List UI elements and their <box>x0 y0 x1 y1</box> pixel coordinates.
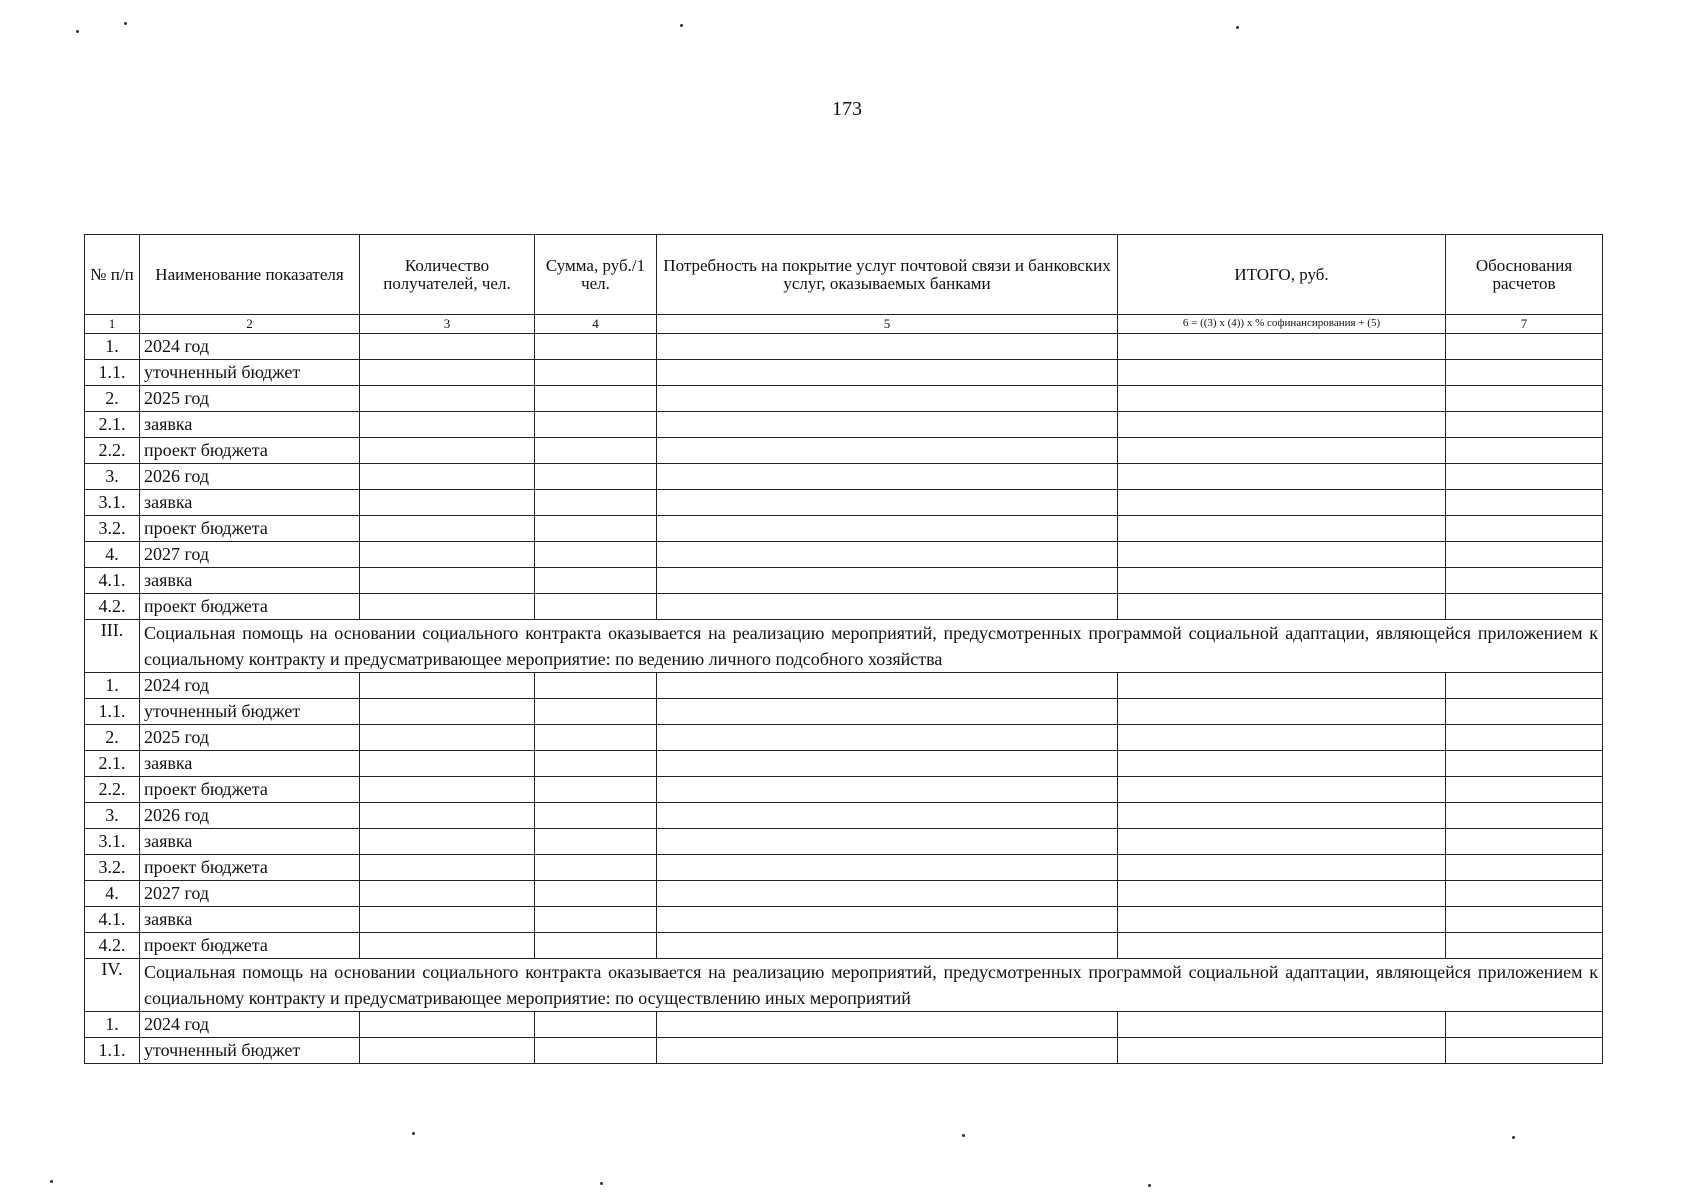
section-number: III. <box>85 620 140 673</box>
row-label: проект бюджета <box>140 933 360 959</box>
empty-cell <box>657 803 1118 829</box>
empty-cell <box>360 568 535 594</box>
empty-cell <box>657 360 1118 386</box>
empty-cell <box>1118 881 1446 907</box>
empty-cell <box>1446 464 1603 490</box>
row-number: 3.2. <box>85 516 140 542</box>
empty-cell <box>1446 438 1603 464</box>
empty-cell <box>1118 725 1446 751</box>
page-number: 173 <box>832 98 862 120</box>
row-number: 2.1. <box>85 412 140 438</box>
empty-cell <box>360 386 535 412</box>
table-row <box>85 516 1603 542</box>
row-number: 4. <box>85 542 140 568</box>
empty-cell <box>1446 699 1603 725</box>
empty-cell <box>1118 933 1446 959</box>
row-label: 2026 год <box>140 803 360 829</box>
empty-cell <box>535 568 657 594</box>
empty-cell <box>1446 1038 1603 1064</box>
row-label: 2024 год <box>140 673 360 699</box>
empty-cell <box>1118 751 1446 777</box>
empty-cell <box>360 594 535 620</box>
empty-cell <box>1446 751 1603 777</box>
empty-cell <box>1118 777 1446 803</box>
empty-cell <box>535 829 657 855</box>
empty-cell <box>1446 803 1603 829</box>
column-number: 1 <box>85 315 140 334</box>
empty-cell <box>360 464 535 490</box>
empty-cell <box>657 855 1118 881</box>
row-number: 3.1. <box>85 490 140 516</box>
column-number: 2 <box>140 315 360 334</box>
column-number: 7 <box>1446 315 1603 334</box>
row-label: 2025 год <box>140 725 360 751</box>
scan-speck <box>124 22 127 25</box>
header-cell: Потребность на покрытие услуг почтовой связи и банковских услуг, оказываемых банками <box>657 235 1118 315</box>
scan-speck <box>1512 1136 1515 1139</box>
row-number: 4.2. <box>85 594 140 620</box>
table-row <box>85 1038 1603 1064</box>
empty-cell <box>657 412 1118 438</box>
row-number: 1. <box>85 1012 140 1038</box>
empty-cell <box>657 594 1118 620</box>
row-label: заявка <box>140 412 360 438</box>
row-number: 2.1. <box>85 751 140 777</box>
empty-cell <box>360 829 535 855</box>
empty-cell <box>535 360 657 386</box>
column-number: 5 <box>657 315 1118 334</box>
empty-cell <box>657 907 1118 933</box>
scan-speck <box>412 1132 415 1135</box>
empty-cell <box>360 725 535 751</box>
empty-cell <box>657 386 1118 412</box>
table-row <box>85 386 1603 412</box>
scan-speck <box>1236 26 1239 29</box>
empty-cell <box>1118 464 1446 490</box>
empty-cell <box>657 725 1118 751</box>
scan-speck <box>76 30 79 33</box>
table-row <box>85 933 1603 959</box>
empty-cell <box>1118 542 1446 568</box>
header-cell: № п/п <box>85 235 140 315</box>
empty-cell <box>360 334 535 360</box>
row-number: 1. <box>85 334 140 360</box>
table-row <box>85 568 1603 594</box>
header-cell: Наименование показателя <box>140 235 360 315</box>
empty-cell <box>1446 490 1603 516</box>
empty-cell <box>1446 594 1603 620</box>
table-row <box>85 777 1603 803</box>
empty-cell <box>1446 933 1603 959</box>
empty-cell <box>657 1038 1118 1064</box>
scan-speck <box>962 1134 965 1137</box>
column-number: 3 <box>360 315 535 334</box>
table-row <box>85 360 1603 386</box>
empty-cell <box>657 933 1118 959</box>
table-row <box>85 803 1603 829</box>
empty-cell <box>1446 777 1603 803</box>
empty-cell <box>535 464 657 490</box>
empty-cell <box>360 673 535 699</box>
empty-cell <box>657 699 1118 725</box>
row-number: 1.1. <box>85 360 140 386</box>
empty-cell <box>360 907 535 933</box>
row-label: заявка <box>140 829 360 855</box>
row-number: 2. <box>85 725 140 751</box>
row-label: 2027 год <box>140 542 360 568</box>
table-row <box>85 907 1603 933</box>
table-row <box>85 751 1603 777</box>
empty-cell <box>657 751 1118 777</box>
row-number: 3. <box>85 464 140 490</box>
empty-cell <box>535 699 657 725</box>
table-row <box>85 438 1603 464</box>
section-text: Социальная помощь на основании социального контракта оказывается на реализацию мероприятий, предусмотренных программой социальной адаптации, являющейся приложением к социальному контракту и предусматривающее мероприятие: по осуществлению иных мероприятий <box>140 959 1603 1012</box>
row-label: уточненный бюджет <box>140 1038 360 1064</box>
row-number: 2.2. <box>85 438 140 464</box>
empty-cell <box>535 673 657 699</box>
empty-cell <box>657 464 1118 490</box>
empty-cell <box>360 412 535 438</box>
row-label: 2026 год <box>140 464 360 490</box>
empty-cell <box>657 490 1118 516</box>
empty-cell <box>1446 334 1603 360</box>
empty-cell <box>1118 855 1446 881</box>
empty-cell <box>657 542 1118 568</box>
row-label: проект бюджета <box>140 777 360 803</box>
scan-speck <box>1148 1184 1151 1187</box>
empty-cell <box>1446 907 1603 933</box>
row-number: 4. <box>85 881 140 907</box>
empty-cell <box>360 516 535 542</box>
header-row <box>85 235 1603 315</box>
empty-cell <box>1446 568 1603 594</box>
empty-cell <box>1118 1012 1446 1038</box>
empty-cell <box>657 438 1118 464</box>
empty-cell <box>657 673 1118 699</box>
row-number: 4.1. <box>85 907 140 933</box>
empty-cell <box>1118 699 1446 725</box>
empty-cell <box>1118 829 1446 855</box>
header-cell: Сумма, руб./1 чел. <box>535 235 657 315</box>
table-row <box>85 594 1603 620</box>
empty-cell <box>535 542 657 568</box>
header-cell: ИТОГО, руб. <box>1118 235 1446 315</box>
row-number: 3.2. <box>85 855 140 881</box>
row-number: 1.1. <box>85 1038 140 1064</box>
empty-cell <box>1446 881 1603 907</box>
table-row <box>85 464 1603 490</box>
empty-cell <box>360 699 535 725</box>
empty-cell <box>360 490 535 516</box>
empty-cell <box>1118 516 1446 542</box>
table-row <box>85 829 1603 855</box>
empty-cell <box>360 438 535 464</box>
empty-cell <box>360 1012 535 1038</box>
empty-cell <box>360 803 535 829</box>
table-row <box>85 412 1603 438</box>
empty-cell <box>657 1012 1118 1038</box>
section-row <box>85 620 1603 673</box>
column-number-formula: 6 = ((3) х (4)) х % софинансирования + (5) <box>1118 315 1446 334</box>
row-label: проект бюджета <box>140 855 360 881</box>
empty-cell <box>1118 386 1446 412</box>
empty-cell <box>1118 907 1446 933</box>
empty-cell <box>1118 490 1446 516</box>
row-number: 1. <box>85 673 140 699</box>
empty-cell <box>1446 855 1603 881</box>
empty-cell <box>1446 829 1603 855</box>
row-number: 3.1. <box>85 829 140 855</box>
row-number: 4.1. <box>85 568 140 594</box>
empty-cell <box>535 855 657 881</box>
header-cell: Количество получателей, чел. <box>360 235 535 315</box>
empty-cell <box>535 1012 657 1038</box>
row-number: 2.2. <box>85 777 140 803</box>
empty-cell <box>657 881 1118 907</box>
table-row <box>85 855 1603 881</box>
empty-cell <box>360 855 535 881</box>
table-row <box>85 725 1603 751</box>
scan-speck <box>680 24 683 27</box>
empty-cell <box>535 881 657 907</box>
empty-cell <box>657 829 1118 855</box>
empty-cell <box>657 777 1118 803</box>
empty-cell <box>1446 542 1603 568</box>
empty-cell <box>535 438 657 464</box>
row-label: 2024 год <box>140 1012 360 1038</box>
empty-cell <box>1118 412 1446 438</box>
empty-cell <box>535 516 657 542</box>
empty-cell <box>360 933 535 959</box>
empty-cell <box>1118 803 1446 829</box>
empty-cell <box>535 334 657 360</box>
row-number: 4.2. <box>85 933 140 959</box>
table-body <box>85 334 1603 1064</box>
section-row <box>85 959 1603 1012</box>
empty-cell <box>360 881 535 907</box>
empty-cell <box>535 594 657 620</box>
row-label: проект бюджета <box>140 438 360 464</box>
empty-cell <box>1446 1012 1603 1038</box>
row-label: уточненный бюджет <box>140 699 360 725</box>
empty-cell <box>1118 568 1446 594</box>
empty-cell <box>535 751 657 777</box>
empty-cell <box>535 1038 657 1064</box>
empty-cell <box>360 542 535 568</box>
column-number-row <box>85 315 1603 334</box>
empty-cell <box>1446 386 1603 412</box>
section-text: Социальная помощь на основании социального контракта оказывается на реализацию мероприятий, предусмотренных программой социальной адаптации, являющейся приложением к социальному контракту и предусматривающее мероприятие: по ведению личного подсобного хозяйства <box>140 620 1603 673</box>
empty-cell <box>1446 360 1603 386</box>
empty-cell <box>1118 360 1446 386</box>
empty-cell <box>535 386 657 412</box>
empty-cell <box>360 777 535 803</box>
row-label: 2027 год <box>140 881 360 907</box>
row-number: 2. <box>85 386 140 412</box>
empty-cell <box>657 568 1118 594</box>
row-label: уточненный бюджет <box>140 360 360 386</box>
empty-cell <box>535 725 657 751</box>
empty-cell <box>535 933 657 959</box>
table-row <box>85 490 1603 516</box>
empty-cell <box>657 334 1118 360</box>
empty-cell <box>1118 334 1446 360</box>
section-number: IV. <box>85 959 140 1012</box>
row-label: 2024 год <box>140 334 360 360</box>
scan-speck <box>600 1182 603 1185</box>
empty-cell <box>1446 673 1603 699</box>
table-row <box>85 334 1603 360</box>
row-number: 1.1. <box>85 699 140 725</box>
empty-cell <box>1446 412 1603 438</box>
empty-cell <box>1446 516 1603 542</box>
table-row <box>85 673 1603 699</box>
empty-cell <box>1118 673 1446 699</box>
empty-cell <box>657 516 1118 542</box>
empty-cell <box>360 751 535 777</box>
header-cell: Обоснования расчетов <box>1446 235 1603 315</box>
row-label: проект бюджета <box>140 516 360 542</box>
row-label: заявка <box>140 907 360 933</box>
empty-cell <box>1446 725 1603 751</box>
empty-cell <box>1118 438 1446 464</box>
empty-cell <box>535 777 657 803</box>
empty-cell <box>535 803 657 829</box>
column-number: 4 <box>535 315 657 334</box>
empty-cell <box>1118 1038 1446 1064</box>
row-label: 2025 год <box>140 386 360 412</box>
row-number: 3. <box>85 803 140 829</box>
empty-cell <box>360 360 535 386</box>
budget-table <box>84 234 1603 1064</box>
empty-cell <box>1118 594 1446 620</box>
row-label: заявка <box>140 568 360 594</box>
row-label: заявка <box>140 751 360 777</box>
empty-cell <box>535 412 657 438</box>
row-label: заявка <box>140 490 360 516</box>
row-label: проект бюджета <box>140 594 360 620</box>
table-row <box>85 699 1603 725</box>
table-row <box>85 542 1603 568</box>
empty-cell <box>360 1038 535 1064</box>
scan-speck <box>50 1180 53 1183</box>
table-row <box>85 1012 1603 1038</box>
table-row <box>85 881 1603 907</box>
empty-cell <box>535 907 657 933</box>
empty-cell <box>535 490 657 516</box>
